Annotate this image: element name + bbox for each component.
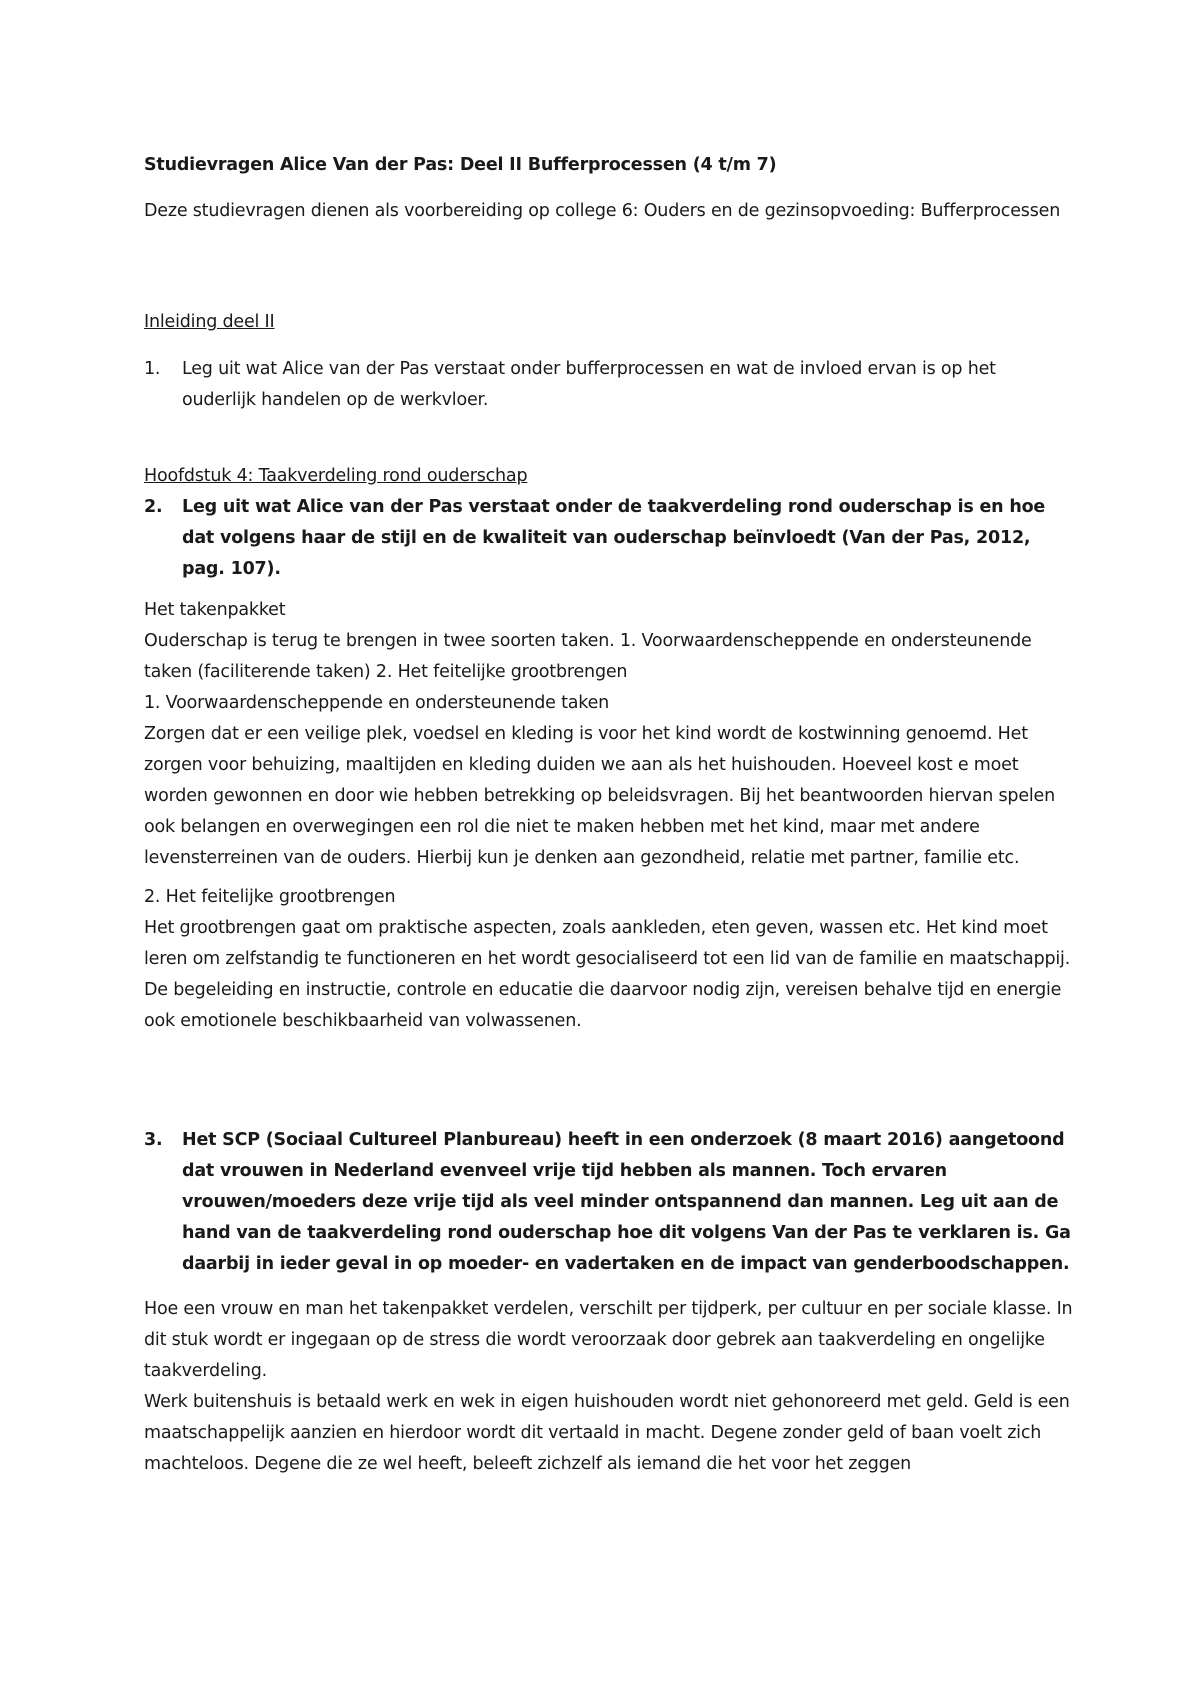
answer-paragraph: Zorgen dat er een veilige plek, voedsel en kleding is voor het kind wordt de kostwinning genoemd. Het zorgen voor behuizing, maaltijden en kleding duiden we aan als het huishouden. Hoeveel kost e moet worden gewonnen en door wie hebben betrekking op beleidsvragen. Bij het beantwoorden hiervan spelen ook belangen en overwegingen een rol die niet te maken hebben met het kind, maar met andere levensterreinen van de ouders. Hierbij kun je denken aan gezondheid, relatie met partner, familie etc. [144, 724, 1056, 868]
document-title: Studievragen Alice Van der Pas: Deel II Bufferprocessen (4 t/m 7) [144, 155, 777, 175]
intro-text: Deze studievragen dienen als voorbereiding op college 6: Ouders en de gezinsopvoeding: Bufferprocessen [144, 201, 1061, 221]
answer-subheading: Het takenpakket [144, 600, 286, 620]
question-3 [144, 1125, 1074, 1280]
question-number: 2. [144, 497, 163, 517]
question-1 [144, 354, 1074, 416]
answer-paragraph: Werk buitenshuis is betaald werk en wek in eigen huishouden wordt niet gehonoreerd met geld. Geld is een maatschappelijk aanzien en hierdoor wordt dit vertaald in macht. Degene zonder geld of baan voelt zich machteloos. Degene die ze wel heeft, beleeft zichzelf als iemand die het voor het zeggen [144, 1392, 1070, 1474]
question-text: Leg uit wat Alice van der Pas verstaat onder de taakverdeling rond ouderschap is en hoe dat volgens haar de stijl en de kwaliteit van ouderschap beïnvloedt (Van der Pas, 2012, pag. 107). [182, 497, 1046, 579]
section-heading-hoofdstuk-4: Hoofdstuk 4: Taakverdeling rond ouderschap [144, 466, 528, 486]
answer-paragraph: Het grootbrengen gaat om praktische aspecten, zoals aankleden, eten geven, wassen etc. Het kind moet leren om zelfstandig te functioneren en het wordt gesocialiseerd tot een lid van de familie en maatschappij. De begeleiding en instructie, controle en educatie die daarvoor nodig zijn, vereisen behalve tijd en energie ook emotionele beschikbaarheid van volwassenen. [144, 918, 1071, 1031]
document-page [144, 150, 1074, 1480]
answer-paragraph: Hoe een vrouw en man het takenpakket verdelen, verschilt per tijdperk, per cultuur en per sociale klasse. In dit stuk wordt er ingegaan op de stress die wordt veroorzaak door gebrek aan taakverdeling en ongelijke taakverdeling. [144, 1299, 1073, 1381]
answer-paragraph: Ouderschap is terug te brengen in twee soorten taken. 1. Voorwaardenscheppende en ondersteunende taken (faciliterende taken) 2. Het feitelijke grootbrengen [144, 631, 1032, 682]
answer-subheading: 1. Voorwaardenscheppende en ondersteunende taken [144, 693, 610, 713]
question-number: 3. [144, 1130, 163, 1150]
question-text: Leg uit wat Alice van der Pas verstaat onder bufferprocessen en wat de invloed ervan is op het ouderlijk handelen op de werkvloer. [182, 359, 996, 410]
question-text: Het SCP (Sociaal Cultureel Planbureau) heeft in een onderzoek (8 maart 2016) aangetoond dat vrouwen in Nederland evenveel vrije tijd hebben als mannen. Toch ervaren vrouwen/moeders deze vrije tijd als veel minder ontspannend dan mannen. Leg uit aan de hand van de taakverdeling rond ouderschap hoe dit volgens Van der Pas te verklaren is. Ga daarbij in ieder geval in op moeder- en vadertaken en de impact van genderboodschappen. [182, 1130, 1071, 1274]
answer-subheading: 2. Het feitelijke grootbrengen [144, 887, 396, 907]
section-heading-inleiding: Inleiding deel II [144, 312, 275, 332]
question-number: 1. [144, 359, 161, 379]
question-2 [144, 492, 1074, 585]
